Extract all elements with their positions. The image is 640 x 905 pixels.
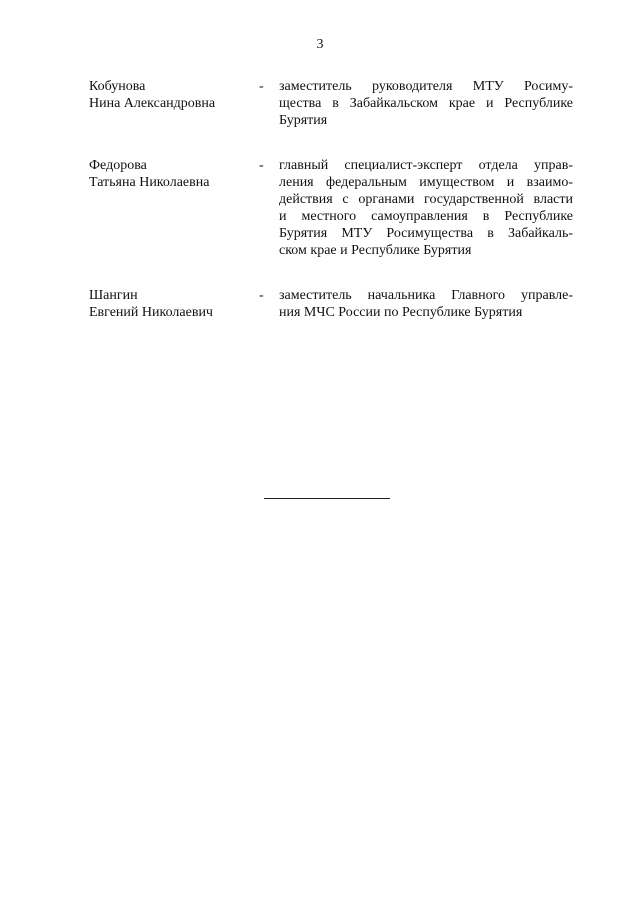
end-separator-line [264, 498, 390, 499]
member-role-line: заместитель начальника Главного управле- [279, 288, 573, 303]
member-surname: Федорова [89, 158, 147, 173]
member-given-names: Нина Александровна [89, 96, 216, 111]
member-name [89, 287, 257, 321]
member-list [89, 78, 573, 349]
member-role-line: Бурятия [279, 113, 328, 128]
member-role [279, 78, 573, 129]
member-role-line: ния МЧС России по Республике Бурятия [279, 305, 523, 320]
member-dash: - [259, 288, 264, 303]
member-role-line: ском крае и Республике Бурятия [279, 243, 472, 258]
member-role-line: главный специалист-эксперт отдела управ- [279, 158, 573, 173]
page-number: 3 [316, 37, 324, 52]
member-name [89, 157, 257, 259]
member-role [279, 287, 573, 321]
member-given-names: Татьяна Николаевна [89, 175, 210, 190]
member-role [279, 157, 573, 259]
member-role-line: Бурятия МТУ Росимущества в Забайкаль- [279, 226, 573, 241]
member-entry [89, 287, 573, 321]
member-role-line: и местного самоуправления в Республике [279, 209, 573, 224]
member-role-line: ления федеральным имуществом и взаимо- [279, 175, 573, 190]
member-surname: Кобунова [89, 79, 146, 94]
member-dash: - [259, 158, 264, 173]
member-role-line: заместитель руководителя МТУ Росиму- [279, 79, 573, 94]
member-given-names: Евгений Николаевич [89, 305, 213, 320]
member-role-line: щества в Забайкальском крае и Республике [279, 96, 573, 111]
member-name [89, 78, 257, 129]
member-role-line: действия с органами государственной власти [279, 192, 573, 207]
member-dash: - [259, 79, 264, 94]
member-entry [89, 78, 573, 129]
member-entry [89, 157, 573, 259]
member-surname: Шангин [89, 288, 138, 303]
